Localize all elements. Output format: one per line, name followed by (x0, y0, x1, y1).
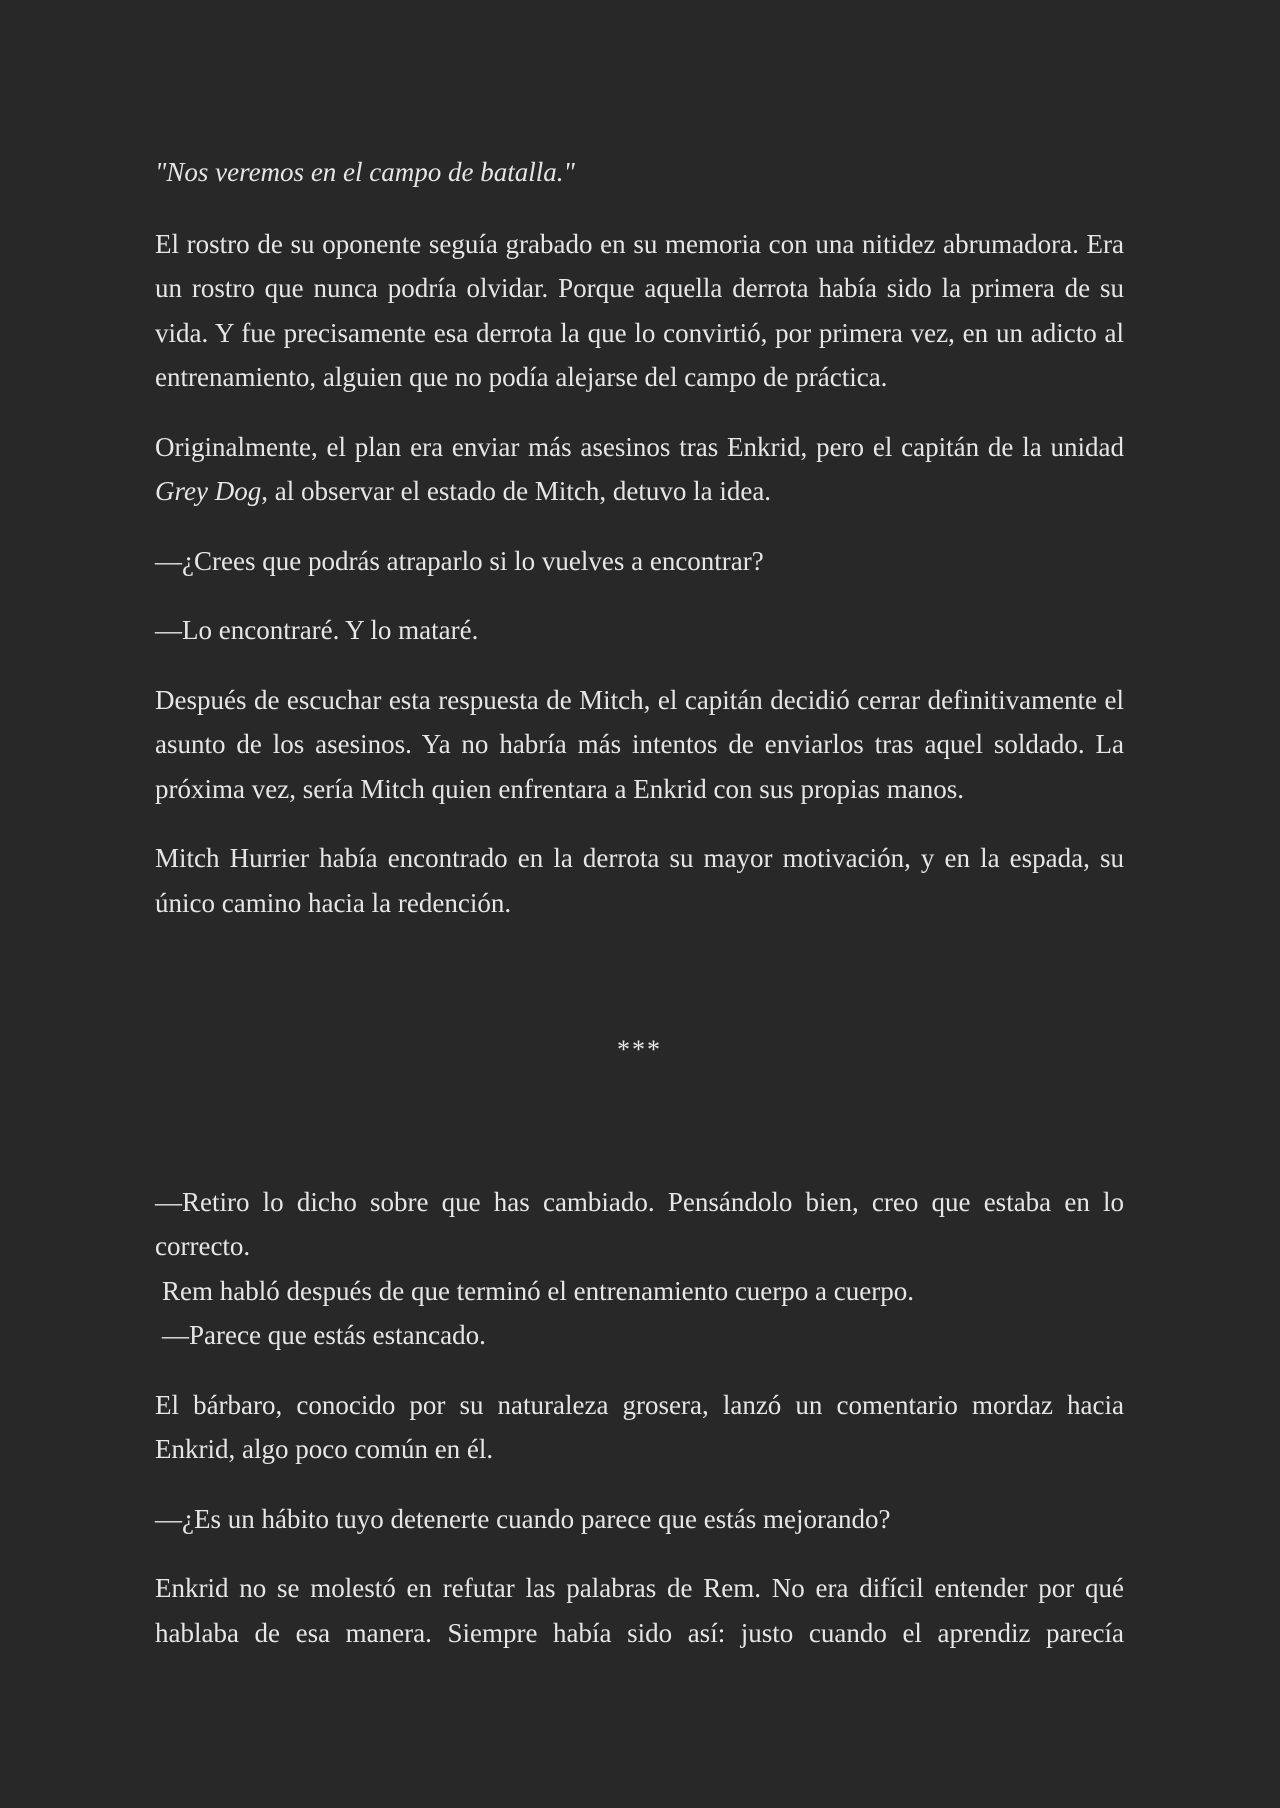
paragraph (155, 425, 1124, 514)
dialogue-line: —Retiro lo dicho sobre que has cambiado. Pensándolo bien, creo que estaba en lo correcto. (155, 1186, 1124, 1261)
dialogue-line: —¿Es un hábito tuyo detenerte cuando parece que estás mejorando? (155, 1503, 891, 1534)
paragraph: Después de escuchar esta respuesta de Mitch, el capitán decidió cerrar definitivamente el asunto de los asesinos. Ya no habría más intentos de enviarlos tras aquel soldado. La próxima vez, sería Mitch quien enfrentara a Enkrid con sus propias manos. (155, 684, 1124, 804)
document-page (155, 150, 1124, 1680)
dialogue-line: —Lo encontraré. Y lo mataré. (155, 615, 479, 645)
paragraph: El bárbaro, conocido por su naturaleza grosera, lanzó un comentario mordaz hacia Enkrid, algo poco común en él. (155, 1389, 1124, 1464)
dialogue-line: —¿Crees que podrás atraparlo si lo vuelves a encontrar? (155, 545, 764, 576)
paragraph: Mitch Hurrier había encontrado en la derrota su mayor motivación, y en la espada, su único camino hacia la redención. (155, 843, 1124, 918)
paragraph: El rostro de su oponente seguía grabado en su memoria con una nitidez abrumadora. Era un rostro que nunca podría olvidar. Porque aquella derrota había sido la primera de su vida. Y fue precisamente esa derrota la que lo convirtió, por primera vez, en un adicto al entrenamiento, alguien que no podía alejarse del campo de práctica. (155, 228, 1124, 392)
dialogue-line: —Parece que estás estancado. (162, 1320, 486, 1350)
paragraph: Rem habló después de que terminó el entrenamiento cuerpo a cuerpo. (162, 1275, 914, 1306)
unit-name: Grey Dog (155, 476, 262, 506)
paragraph: Enkrid no se molestó en refutar las palabras de Rem. No era difícil entender por qué hablaba de esa manera. Siempre había sido así: justo cuando el aprendiz parecía (155, 1573, 1124, 1648)
quote-line: "Nos veremos en el campo de batalla." (155, 157, 575, 187)
scene-separator: *** (617, 1035, 662, 1064)
paragraph-text: , al observar el estado de Mitch, detuvo la idea. (261, 476, 772, 506)
paragraph-text: Originalmente, el plan era enviar más asesinos tras Enkrid, pero el capitán de la unidad (155, 431, 1124, 462)
